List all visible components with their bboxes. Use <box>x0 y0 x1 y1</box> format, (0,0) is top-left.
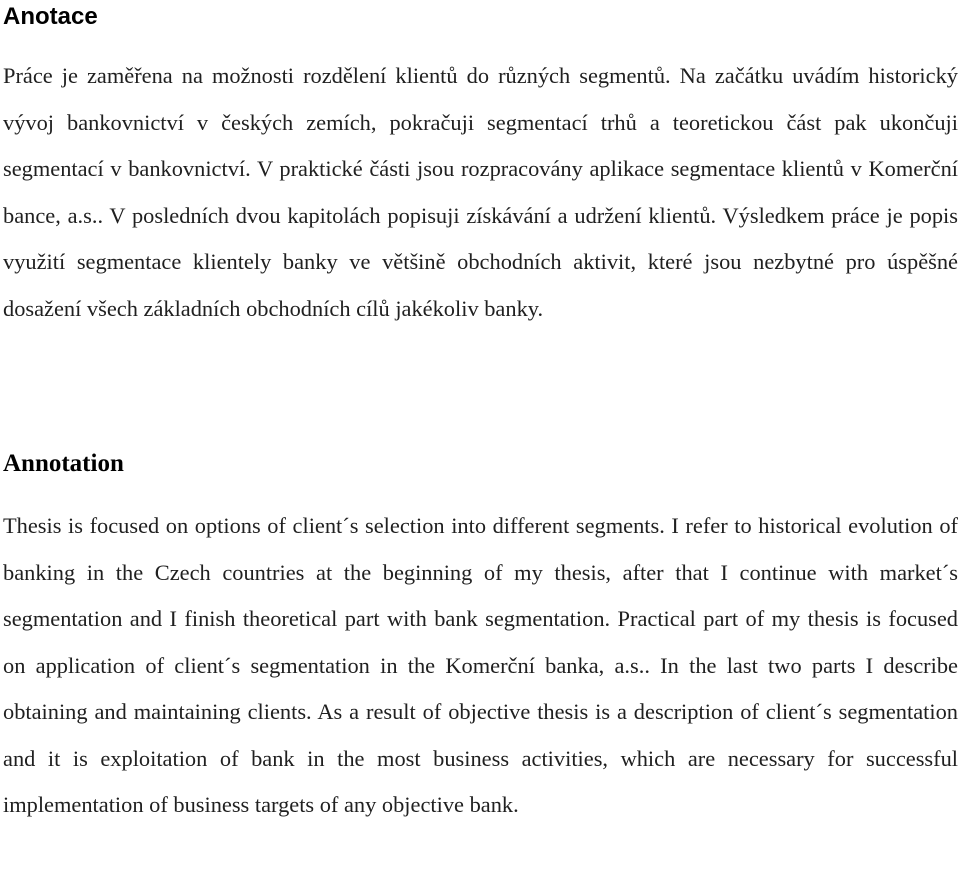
paragraph-anotace: Práce je zaměřena na možnosti rozdělení klientů do různých segmentů. Na začátku uvádím historický vývoj bankovnictví v českých zemích, pokračuji segmentací trhů a teoretickou část pak ukončuji segmentací v bankovnictví. V praktické části jsou rozpracovány aplikace segmentace klientů v Komerční bance, a.s.. V posledních dvou kapitolách popisuji získávání a udržení klientů. Výsledkem práce je popis využití segmentace klientely banky ve většině obchodních aktivit, které jsou nezbytné pro úspěšné dosažení všech základních obchodních cílů jakékoliv banky. <box>3 63 958 321</box>
document-page <box>3 0 958 817</box>
heading-anotace: Anotace <box>3 3 98 30</box>
paragraph-annotation: Thesis is focused on options of client´s selection into different segments. I refer to historical evolution of banking in the Czech countries at the beginning of my thesis, after that I continue with market´s segmentation and I finish theoretical part with bank segmentation. Practical part of my thesis is focused on application of client´s segmentation in the Komerční banka, a.s.. In the last two parts I describe obtaining and maintaining clients. As a result of objective thesis is a description of client´s segmentation and it is exploitation of bank in the most business activities, which are necessary for successful implementation of business targets of any objective bank. <box>3 513 958 817</box>
heading-annotation: Annotation <box>3 450 124 477</box>
